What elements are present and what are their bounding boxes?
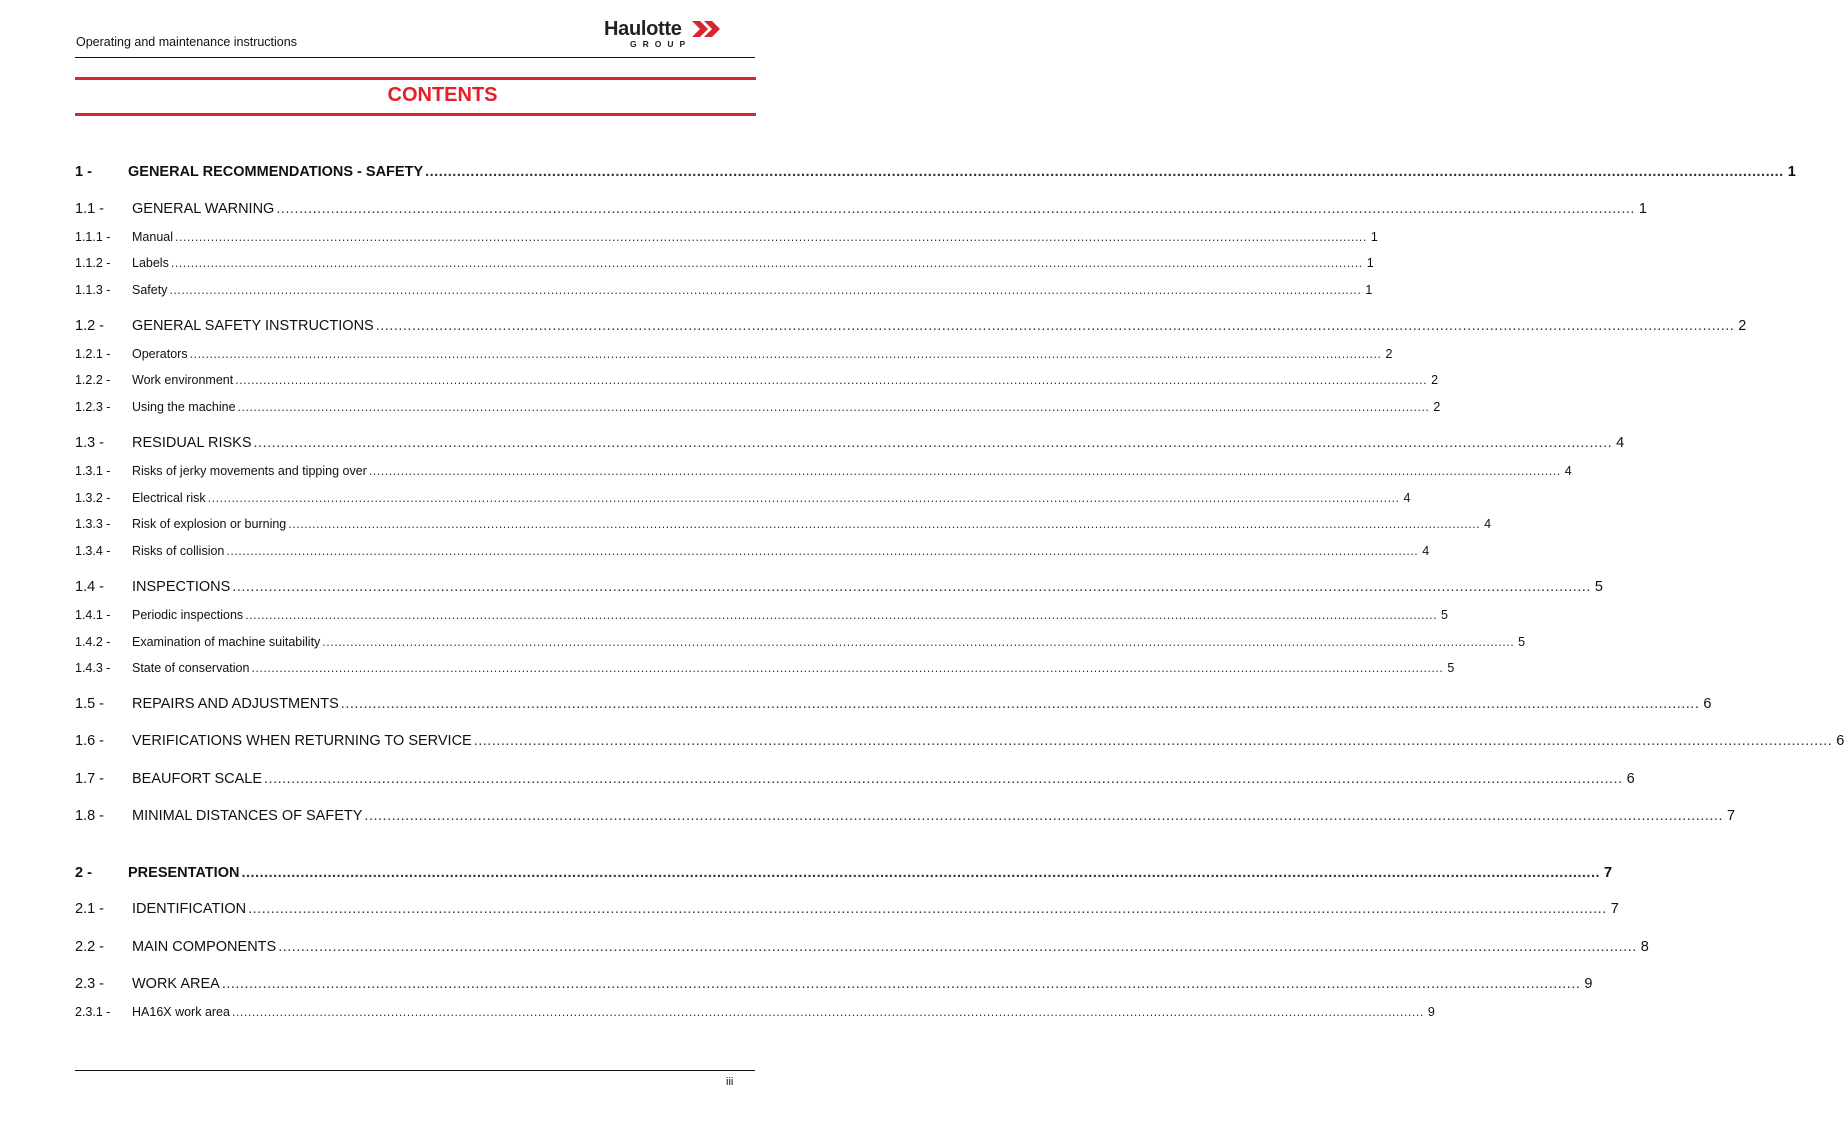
toc-leader-dots: ............................................................................................................................................................................................................................................................................................................ [288,517,1481,531]
toc-leader-dots: ............................................................................................................................................................................................................................................................................................................ [221,976,1581,992]
toc-leader-dots: ............................................................................................................................................................................................................................................................................................................ [245,608,1438,622]
toc-leader-dots: ............................................................................................................................................................................................................................................................................................................ [207,491,1400,505]
toc-entry[interactable] [75,1005,1435,1019]
toc-entry-page: 2 [1738,318,1747,334]
toc-entry-number: 1.3 - [75,435,105,451]
toc-entry-page: 5 [1447,661,1455,675]
toc-entry-page: 4 [1422,544,1430,558]
toc-entry-title: BEAUFORT SCALE [132,771,263,787]
toc-entry-page: 5 [1441,608,1448,622]
toc-leader-dots: ............................................................................................................................................................................................................................................................................................................ [368,464,1561,478]
toc-leader-dots: ............................................................................................................................................................................................................................................................................................................ [232,579,1591,595]
toc-entry-title: State of conservation [132,661,250,675]
toc-entry-page: 4 [1484,517,1492,531]
toc-entry-page: 9 [1427,1005,1435,1019]
toc-entry-page: 8 [1640,939,1649,955]
toc-entry-page: 2 [1385,347,1393,361]
toc-entry-title: GENERAL WARNING [132,201,275,217]
toc-entry-number: 2.3.1 - [75,1005,111,1019]
toc-entry-title: PRESENTATION [128,865,240,881]
toc-entry-page: 4 [1403,491,1411,505]
toc-entry[interactable] [75,230,1378,244]
toc-entry[interactable] [75,517,1492,531]
toc-entry[interactable] [75,608,1448,622]
toc-entry[interactable] [75,256,1374,270]
toc-entry-title: Manual [132,230,173,244]
toc-entry-number: 1.4 - [75,579,105,595]
toc-entry-number: 2.3 - [75,976,105,992]
toc-entry[interactable] [75,318,1747,334]
toc-entry-page: 5 [1518,635,1526,649]
toc-entry[interactable] [75,544,1430,558]
toc-entry-title: Periodic inspections [132,608,244,622]
toc-entry-number: 1.6 - [75,733,105,749]
contents-band-bottom [75,113,756,116]
toc-entry-title: Operators [132,347,188,361]
toc-entry-number: 2.2 - [75,939,105,955]
toc-entry-title: IDENTIFICATION [132,901,247,917]
toc-entry[interactable] [75,435,1625,451]
toc-entry-title: MINIMAL DISTANCES OF SAFETY [132,808,363,824]
toc-leader-dots: ............................................................................................................................................................................................................................................................................................................ [276,201,1635,217]
toc-entry-title: REPAIRS AND ADJUSTMENTS [132,696,339,712]
header-title: Operating and maintenance instructions [76,35,297,49]
toc-entry-number: 2 - [75,865,92,881]
toc-entry-title: Examination of machine suitability [132,635,321,649]
toc-entry-title: Safety [132,283,168,297]
toc-entry-page: 6 [1836,733,1844,749]
toc-entry-page: 7 [1727,808,1736,824]
toc-entry-number: 1.4.2 - [75,635,111,649]
haulotte-logo [604,18,734,54]
toc-leader-dots: ............................................................................................................................................................................................................................................................................................................ [235,373,1428,387]
header-rule [75,57,755,58]
contents-band-top [75,77,756,80]
logo-group-text: GROUP [630,39,692,49]
toc-entry[interactable] [75,201,1647,217]
toc-entry-title: INSPECTIONS [132,579,231,595]
toc-leader-dots: ............................................................................................................................................................................................................................................................................................................ [375,318,1735,334]
toc-entry[interactable] [75,939,1649,955]
toc-leader-dots: ............................................................................................................................................................................................................................................................................................................ [425,164,1784,180]
toc-entry-number: 1.3.3 - [75,517,111,531]
toc-entry-number: 1.2.2 - [75,373,111,387]
toc-entry[interactable] [75,579,1603,595]
toc-entry-number: 1.2.1 - [75,347,111,361]
toc-entry-page: 4 [1616,435,1625,451]
toc-entry-title: HA16X work area [132,1005,230,1019]
toc-entry-page: 2 [1433,400,1441,414]
toc-entry[interactable] [75,901,1619,917]
toc-entry-number: 1.3.1 - [75,464,111,478]
toc-entry[interactable] [75,771,1635,787]
toc-entry-page: 9 [1584,976,1593,992]
toc-entry[interactable] [75,733,1844,749]
toc-leader-dots: ............................................................................................................................................................................................................................................................................................................ [237,400,1430,414]
toc-entry-number: 1.1.1 - [75,230,111,244]
toc-entry[interactable] [75,661,1455,675]
toc-entry-page: 1 [1638,201,1647,217]
toc-entry-number: 1.3.4 - [75,544,111,558]
toc-entry[interactable] [75,400,1441,414]
toc-entry-number: 1.2 - [75,318,105,334]
toc-entry-page: 1 [1366,256,1374,270]
toc-entry-page: 1 [1370,230,1378,244]
toc-entry[interactable] [75,164,1796,180]
toc-entry-number: 2.1 - [75,901,105,917]
toc-entry-title: GENERAL RECOMMENDATIONS - SAFETY [128,164,424,180]
toc-leader-dots: ............................................................................................................................................................................................................................................................................................................ [340,696,1700,712]
toc-entry[interactable] [75,635,1526,649]
toc-leader-dots: ............................................................................................................................................................................................................................................................................................................ [473,733,1833,749]
page-number: iii [726,1076,734,1088]
toc-entry-page: 1 [1365,283,1373,297]
toc-entry-page: 6 [1626,771,1635,787]
toc-entry-number: 1.2.3 - [75,400,111,414]
logo-wordmark: Haulotte [604,18,682,40]
toc-entry[interactable] [75,976,1593,992]
chevrons-icon [692,21,726,37]
toc-entry[interactable] [75,865,1613,881]
toc-entry-title: VERIFICATIONS WHEN RETURNING TO SERVICE [132,733,472,749]
toc-entry-title: Using the machine [132,400,236,414]
toc-leader-dots: ............................................................................................................................................................................................................................................................................................................ [189,347,1382,361]
toc-leader-dots: ............................................................................................................................................................................................................................................................................................................ [278,939,1637,955]
toc-entry[interactable] [75,696,1712,712]
toc-entry-title: Labels [132,256,169,270]
toc-entry-page: 1 [1787,164,1796,180]
toc-leader-dots: ............................................................................................................................................................................................................................................................................................................ [169,283,1362,297]
toc-entry-title: Work environment [132,373,234,387]
toc-entry-number: 1.4.3 - [75,661,111,675]
toc-leader-dots: ............................................................................................................................................................................................................................................................................................................ [253,435,1613,451]
toc-leader-dots: ............................................................................................................................................................................................................................................................................................................ [226,544,1419,558]
toc-leader-dots: ............................................................................................................................................................................................................................................................................................................ [170,256,1363,270]
toc-entry-number: 1.4.1 - [75,608,111,622]
toc-entry-title: RESIDUAL RISKS [132,435,252,451]
toc-entry-page: 7 [1604,865,1613,881]
toc-entry-title: Electrical risk [132,491,206,505]
toc-entry-number: 1.1.2 - [75,256,111,270]
contents-title: CONTENTS [387,84,498,106]
toc-entry-page: 4 [1564,464,1572,478]
toc-entry[interactable] [75,464,1572,478]
toc-entry-number: 1.7 - [75,771,105,787]
toc-entry-title: GENERAL SAFETY INSTRUCTIONS [132,318,374,334]
toc-entry-title: Risk of explosion or burning [132,517,287,531]
toc-entry-title: MAIN COMPONENTS [132,939,277,955]
toc-entry-title: Risks of jerky movements and tipping over [132,464,367,478]
toc-entry-page: 5 [1594,579,1603,595]
toc-entry-number: 1.5 - [75,696,105,712]
toc-leader-dots: ............................................................................................................................................................................................................................................................................................................ [241,865,1601,881]
toc-entry[interactable] [75,808,1736,824]
toc-entry-number: 1.8 - [75,808,105,824]
toc-entry-number: 1.3.2 - [75,491,111,505]
toc-leader-dots: ............................................................................................................................................................................................................................................................................................................ [231,1005,1424,1019]
toc-entry-number: 1 - [75,164,92,180]
toc-leader-dots: ............................................................................................................................................................................................................................................................................................................ [264,771,1623,787]
toc-leader-dots: ............................................................................................................................................................................................................................................................................................................ [251,661,1444,675]
toc-entry-title: Risks of collision [132,544,225,558]
toc-entry-page: 7 [1610,901,1619,917]
toc-leader-dots: ............................................................................................................................................................................................................................................................................................................ [322,635,1515,649]
toc-entry[interactable] [75,283,1373,297]
toc-entry-number: 1.1.3 - [75,283,111,297]
footer-rule [75,1070,755,1071]
toc-entry[interactable] [75,373,1439,387]
toc-entry-page: 6 [1703,696,1712,712]
toc-leader-dots: ............................................................................................................................................................................................................................................................................................................ [364,808,1723,824]
toc-leader-dots: ............................................................................................................................................................................................................................................................................................................ [248,901,1607,917]
toc-entry[interactable] [75,491,1411,505]
toc-entry-page: 2 [1431,373,1439,387]
toc-entry[interactable] [75,347,1393,361]
toc-entry-title: WORK AREA [132,976,220,992]
toc-leader-dots: ............................................................................................................................................................................................................................................................................................................ [175,230,1367,244]
toc-entry-number: 1.1 - [75,201,105,217]
